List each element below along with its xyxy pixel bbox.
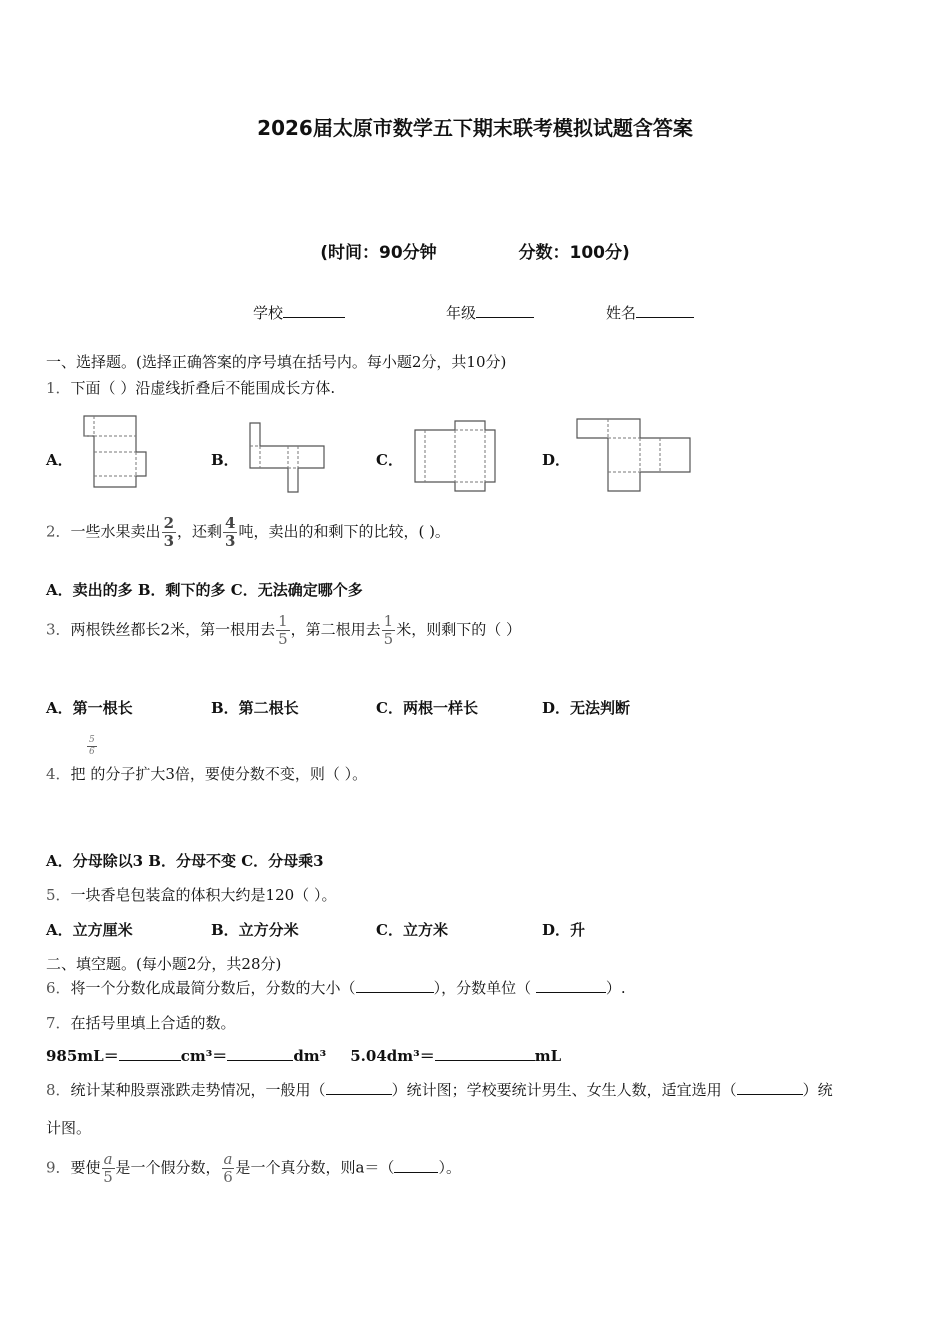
time-limit: (时间：90分钟: [320, 243, 437, 263]
q4-options[interactable]: A．分母除以3 B．分母不变 C．分母乘3: [46, 852, 324, 870]
q3-option-a[interactable]: A．第一根长: [46, 699, 133, 717]
q5-option-c[interactable]: C．立方米: [376, 921, 448, 939]
fraction: $\frac{a}{5}$: [103, 1150, 113, 1186]
total-score: 分数：100分): [518, 243, 630, 263]
question-2: 2．一些水果卖出 $\frac{2}{3}$ ，还剩 $\frac{4}{3}$ 吨，卖出的和剩下的比较，( )。: [46, 514, 450, 550]
fraction: $\frac{a}{6}$: [223, 1150, 233, 1186]
q1-option-d[interactable]: D．: [542, 451, 571, 469]
answer-blank[interactable]: [435, 1046, 535, 1061]
q2-options[interactable]: A．卖出的多 B．剩下的多 C．无法确定哪个多: [46, 581, 363, 599]
fraction: $\frac{1}{5}$: [278, 612, 288, 648]
question-9: 9．要使 $\frac{a}{5}$ 是一个假分数， $\frac{a}{6}$ 是一个真分数，则a＝（ ）。: [46, 1150, 461, 1186]
net-figure-d: [574, 416, 694, 496]
q7-conversions: 985mL＝ cm³＝ dm³ 5.04dm³＝ mL: [46, 1047, 562, 1065]
question-6: 6．将一个分数化成最简分数后，分数的大小（ ），分数单位（ ）.: [46, 979, 626, 997]
name-field[interactable]: 姓名: [606, 302, 694, 323]
q3-option-b[interactable]: B．第二根长: [211, 699, 299, 717]
q1-option-c[interactable]: C．: [376, 451, 403, 469]
answer-blank[interactable]: [536, 978, 606, 993]
answer-blank[interactable]: [119, 1046, 181, 1061]
fraction: $\frac{2}{3}$: [163, 514, 174, 550]
question-7: 7．在括号里填上合适的数。: [46, 1014, 236, 1032]
fraction: $\frac{1}{5}$: [383, 612, 394, 648]
question-8: 8．统计某种股票涨跌走势情况，一般用（ ）统计图；学校要统计男生、女生人数，适宜选用（ ）统: [46, 1081, 833, 1099]
question-4: 4．把 的分子扩大3倍，要使分数不变，则（ ）。: [46, 765, 368, 783]
q5-option-b[interactable]: B．立方分米: [211, 921, 299, 939]
net-figure-b: [246, 420, 330, 496]
grade-field[interactable]: 年级: [446, 302, 534, 323]
section2-heading: 二、填空题。(每小题2分，共28分): [46, 955, 282, 973]
q3-option-c[interactable]: C．两根一样长: [376, 699, 478, 717]
answer-blank[interactable]: [394, 1158, 438, 1173]
question-3: 3．两根铁丝都长2米，第一根用去 $\frac{1}{5}$ ，第二根用去 $\frac{1}{5}$ 米，则剩下的（ ）: [46, 612, 521, 648]
section1-heading: 一、选择题。(选择正确答案的序号填在括号内。每小题2分，共10分): [46, 353, 507, 371]
answer-blank[interactable]: [356, 978, 434, 993]
q3-option-d[interactable]: D．无法判断: [542, 699, 631, 717]
fraction: $\frac{5}{6}$: [89, 735, 95, 757]
question-5: 5．一块香皂包装盒的体积大约是120（ ）。: [46, 886, 337, 904]
exam-info: [0, 238, 950, 263]
school-field[interactable]: 学校: [253, 302, 345, 323]
answer-blank[interactable]: [737, 1080, 803, 1095]
q5-option-d[interactable]: D．升: [542, 921, 586, 939]
net-figure-a: [80, 412, 152, 492]
answer-blank[interactable]: [326, 1080, 392, 1095]
fraction: $\frac{4}{3}$: [225, 514, 236, 550]
page-title: 2026届太原市数学五下期末联考模拟试题含答案: [257, 116, 693, 140]
net-figure-c: [411, 418, 501, 494]
question-8-cont: 计图。: [46, 1119, 92, 1137]
answer-blank[interactable]: [227, 1046, 293, 1061]
question-1: 1．下面（ ）沿虚线折叠后不能围成长方体.: [46, 379, 336, 397]
q1-option-b[interactable]: B．: [211, 451, 239, 469]
q1-option-a[interactable]: A．: [46, 451, 73, 469]
q5-option-a[interactable]: A．立方厘米: [46, 921, 133, 939]
